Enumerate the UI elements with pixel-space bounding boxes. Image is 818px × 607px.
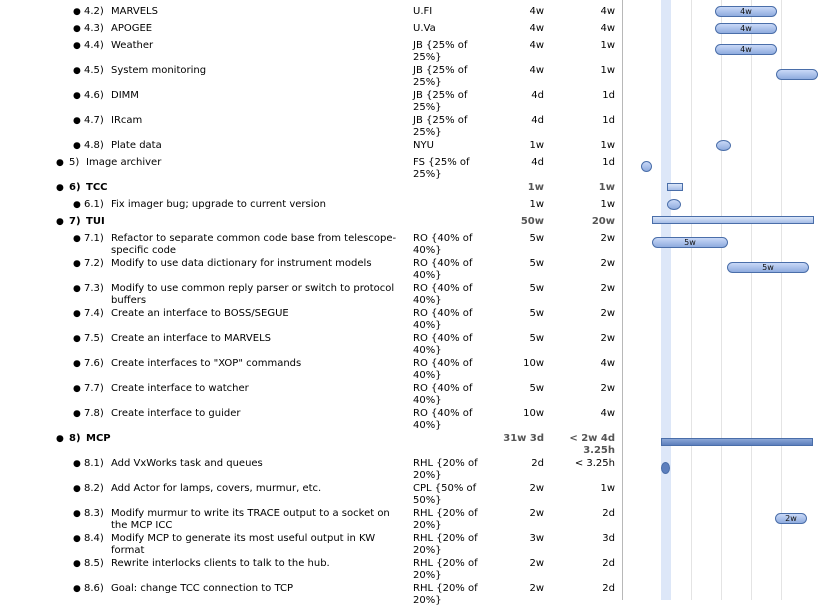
row-resource[interactable]: RO {40% of 40%} — [413, 283, 473, 306]
row-effort[interactable]: 3w — [529, 533, 544, 544]
row-effort[interactable]: 5w — [529, 383, 544, 394]
bullet-icon[interactable]: ● — [73, 66, 81, 76]
bullet-icon[interactable]: ● — [73, 334, 81, 344]
row-duration[interactable]: 2w — [600, 383, 615, 394]
row-title[interactable]: Modify murmur to write its TRACE output to a socket on the MCP ICC — [111, 508, 390, 531]
gantt-milestone-vxworks[interactable] — [661, 462, 670, 474]
row-effort[interactable]: 5w — [529, 283, 544, 294]
row-title[interactable]: DIMM — [111, 90, 139, 101]
bullet-icon[interactable]: ● — [73, 141, 81, 151]
row-title[interactable]: Refactor to separate common code base from telescope-specific code — [111, 233, 397, 256]
row-duration[interactable]: 4w — [600, 6, 615, 17]
row-duration[interactable]: 2d — [602, 583, 615, 594]
bullet-icon[interactable]: ● — [73, 384, 81, 394]
gridline — [721, 0, 722, 600]
row-duration[interactable]: 1w — [600, 483, 615, 494]
row-title[interactable]: Create interface to watcher — [111, 383, 249, 394]
gridline — [691, 0, 692, 600]
row-effort[interactable]: 4w — [529, 65, 544, 76]
bullet-icon[interactable]: ● — [73, 459, 81, 469]
row-resource[interactable]: JB {25% of 25%} — [413, 115, 468, 138]
bullet-icon[interactable]: ● — [73, 284, 81, 294]
row-number: 8.2) — [84, 483, 104, 494]
row-number: 7.3) — [84, 283, 104, 294]
row-effort[interactable]: 5w — [529, 308, 544, 319]
row-resource[interactable]: RO {40% of 40%} — [413, 233, 473, 256]
row-effort[interactable]: 1w — [529, 199, 544, 210]
row-resource[interactable]: JB {25% of 25%} — [413, 90, 468, 113]
row-effort[interactable]: 4d — [531, 157, 544, 168]
row-duration[interactable]: < 2w 4d 3.25h — [569, 433, 615, 456]
row-duration[interactable]: 1w — [600, 140, 615, 151]
row-effort[interactable]: 10w — [523, 408, 544, 419]
row-title[interactable]: MCP — [86, 433, 111, 444]
row-title[interactable]: Weather — [111, 40, 154, 51]
bullet-icon[interactable]: ● — [56, 434, 64, 444]
row-number: 7) — [69, 216, 81, 227]
row-effort[interactable]: 4w — [529, 40, 544, 51]
row-resource[interactable]: JB {25% of 25%} — [413, 40, 468, 63]
gantt-bar-weather[interactable]: 4w — [715, 44, 777, 55]
bullet-icon[interactable]: ● — [56, 183, 64, 193]
row-duration[interactable]: 3d — [602, 533, 615, 544]
gantt-group-bar-tui[interactable] — [652, 216, 814, 224]
row-number: 4.3) — [84, 23, 104, 34]
row-duration[interactable]: 2d — [602, 508, 615, 519]
row-resource[interactable]: RO {40% of 40%} — [413, 358, 473, 381]
row-effort[interactable]: 50w — [520, 216, 544, 227]
row-resource[interactable]: RHL {20% of 20%} — [413, 533, 478, 556]
row-resource[interactable]: NYU — [413, 140, 434, 151]
row-title[interactable]: Modify to use common reply parser or switch to protocol buffers — [111, 283, 395, 306]
gantt-group-bar-tcc[interactable] — [667, 183, 683, 191]
row-number: 7.4) — [84, 308, 104, 319]
row-effort[interactable]: 2w — [529, 483, 544, 494]
row-duration[interactable]: 2w — [600, 333, 615, 344]
bullet-icon[interactable]: ● — [73, 116, 81, 126]
row-number: 4.7) — [84, 115, 104, 126]
row-effort[interactable]: 4w — [529, 23, 544, 34]
today-column — [661, 0, 671, 600]
row-title[interactable]: Plate data — [111, 140, 162, 151]
row-effort[interactable]: 2w — [529, 583, 544, 594]
row-number: 8.4) — [84, 533, 104, 544]
bullet-icon[interactable]: ● — [73, 200, 81, 210]
row-resource[interactable]: FS {25% of 25%} — [413, 157, 470, 180]
row-resource[interactable]: U.Va — [413, 23, 436, 34]
row-effort[interactable]: 5w — [529, 333, 544, 344]
row-number: 8.3) — [84, 508, 104, 519]
row-title[interactable]: Create interface to guider — [111, 408, 241, 419]
row-effort[interactable]: 2w — [529, 508, 544, 519]
row-title[interactable]: IRcam — [111, 115, 143, 126]
row-duration[interactable]: 2w — [600, 258, 615, 269]
row-duration[interactable]: 1w — [600, 199, 615, 210]
row-effort[interactable]: 5w — [529, 258, 544, 269]
row-number: 8.6) — [84, 583, 104, 594]
gridline — [751, 0, 752, 600]
row-resource[interactable]: RHL {20% of 20%} — [413, 508, 478, 531]
row-number: 4.2) — [84, 6, 104, 17]
row-number: 4.8) — [84, 140, 104, 151]
row-title[interactable]: Rewrite interlocks clients to talk to the hub. — [111, 558, 330, 569]
gantt-group-bar-mcp[interactable] — [661, 438, 813, 446]
bullet-icon[interactable]: ● — [73, 584, 81, 594]
bullet-icon[interactable]: ● — [73, 559, 81, 569]
row-resource[interactable]: RO {40% of 40%} — [413, 308, 473, 331]
bullet-icon[interactable]: ● — [73, 41, 81, 51]
bullet-icon[interactable]: ● — [73, 234, 81, 244]
row-title[interactable]: Create an interface to MARVELS — [111, 333, 271, 344]
row-number: 7.2) — [84, 258, 104, 269]
row-title[interactable]: TCC — [86, 182, 108, 193]
row-number: 6.1) — [84, 199, 104, 210]
row-resource[interactable]: RO {40% of 40%} — [413, 383, 473, 406]
row-title[interactable]: Add Actor for lamps, covers, murmur, etc. — [111, 483, 322, 494]
row-duration[interactable]: 2w — [600, 308, 615, 319]
row-resource[interactable]: CPL {50% of 50%} — [413, 483, 477, 506]
row-number: 7.6) — [84, 358, 104, 369]
row-duration[interactable]: 20w — [591, 216, 615, 227]
row-title[interactable]: Add VxWorks task and queues — [111, 458, 263, 469]
bullet-icon[interactable]: ● — [73, 484, 81, 494]
row-number: 6) — [69, 182, 81, 193]
row-title[interactable]: System monitoring — [111, 65, 207, 76]
row-number: 7.7) — [84, 383, 104, 394]
row-title[interactable]: TUI — [86, 216, 105, 227]
row-number: 7.8) — [84, 408, 104, 419]
row-number: 8.5) — [84, 558, 104, 569]
bullet-icon[interactable]: ● — [73, 259, 81, 269]
row-resource[interactable]: RHL {20% of 20%} — [413, 558, 478, 581]
row-duration[interactable]: 4w — [600, 23, 615, 34]
gantt-bar-murmur-trace[interactable]: 2w — [775, 513, 807, 524]
gantt-bar-plate-data[interactable] — [716, 140, 731, 151]
bullet-icon[interactable]: ● — [73, 509, 81, 519]
row-title[interactable]: Create interfaces to "XOP" commands — [111, 358, 302, 369]
row-resource[interactable]: RO {40% of 40%} — [413, 408, 473, 431]
row-effort[interactable]: 31w 3d — [503, 433, 544, 444]
gantt-bar-marvels[interactable]: 4w — [715, 6, 777, 17]
row-title[interactable]: Image archiver — [86, 157, 162, 168]
row-title[interactable]: Fix imager bug; upgrade to current version — [111, 199, 326, 210]
bullet-icon[interactable]: ● — [73, 91, 81, 101]
bullet-icon[interactable]: ● — [73, 24, 81, 34]
row-number: 7.1) — [84, 233, 104, 244]
row-duration[interactable]: 2w — [600, 283, 615, 294]
bullet-icon[interactable]: ● — [73, 309, 81, 319]
row-duration[interactable]: 2w — [600, 233, 615, 244]
row-number: 4.6) — [84, 90, 104, 101]
row-effort[interactable]: 4w — [529, 6, 544, 17]
row-duration[interactable]: 1w — [600, 65, 615, 76]
row-effort[interactable]: 2w — [529, 558, 544, 569]
row-resource[interactable]: RHL {20% of 20%} — [413, 583, 478, 606]
row-number: 4.5) — [84, 65, 104, 76]
row-title[interactable]: MARVELS — [111, 6, 158, 17]
row-effort[interactable]: 5w — [529, 233, 544, 244]
row-title[interactable]: APOGEE — [111, 23, 153, 34]
row-duration[interactable]: 4w — [600, 408, 615, 419]
row-number: 8) — [69, 433, 81, 444]
row-number: 5) — [69, 157, 80, 168]
gantt-chart — [623, 0, 800, 600]
gantt-bar-data-dictionary[interactable]: 5w — [727, 262, 809, 273]
row-effort[interactable]: 1w — [527, 182, 544, 193]
row-resource[interactable]: U.FI — [413, 6, 433, 17]
row-title[interactable]: Create an interface to BOSS/SEGUE — [111, 308, 289, 319]
bullet-icon[interactable]: ● — [73, 7, 81, 17]
row-number: 4.4) — [84, 40, 104, 51]
row-effort[interactable]: 4d — [531, 115, 544, 126]
row-title[interactable]: Modify to use data dictionary for instrument models — [111, 258, 372, 269]
row-resource[interactable]: JB {25% of 25%} — [413, 65, 468, 88]
row-duration[interactable]: 1d — [602, 90, 615, 101]
gantt-bar-refactor[interactable]: 5w — [652, 237, 728, 248]
gridline — [781, 0, 782, 600]
row-title[interactable]: Goal: change TCC connection to TCP — [111, 583, 293, 594]
row-duration[interactable]: 1w — [600, 40, 615, 51]
gantt-bar-apogee[interactable]: 4w — [715, 23, 777, 34]
row-resource[interactable]: RO {40% of 40%} — [413, 258, 473, 281]
gantt-bar-system-monitoring[interactable] — [776, 69, 818, 80]
bullet-icon[interactable]: ● — [56, 158, 64, 168]
row-duration[interactable]: 1d — [602, 157, 615, 168]
row-number: 7.5) — [84, 333, 104, 344]
row-resource[interactable]: RO {40% of 40%} — [413, 333, 473, 356]
bullet-icon[interactable]: ● — [56, 217, 64, 227]
row-effort[interactable]: 2d — [531, 458, 544, 469]
row-duration[interactable]: < 3.25h — [574, 458, 615, 469]
row-effort[interactable]: 10w — [523, 358, 544, 369]
gantt-bar-fix-imager-bug[interactable] — [667, 199, 681, 210]
row-duration[interactable]: 4w — [600, 358, 615, 369]
row-duration[interactable]: 1w — [598, 182, 615, 193]
bullet-icon[interactable]: ● — [73, 409, 81, 419]
row-number: 8.1) — [84, 458, 104, 469]
row-effort[interactable]: 1w — [529, 140, 544, 151]
row-resource[interactable]: RHL {20% of 20%} — [413, 458, 478, 481]
row-title[interactable]: Modify MCP to generate its most useful output in KW format — [111, 533, 376, 556]
bullet-icon[interactable]: ● — [73, 359, 81, 369]
bullet-icon[interactable]: ● — [73, 534, 81, 544]
row-duration[interactable]: 1d — [602, 115, 615, 126]
row-effort[interactable]: 4d — [531, 90, 544, 101]
gantt-milestone-image-archiver[interactable] — [641, 161, 652, 172]
row-duration[interactable]: 2d — [602, 558, 615, 569]
